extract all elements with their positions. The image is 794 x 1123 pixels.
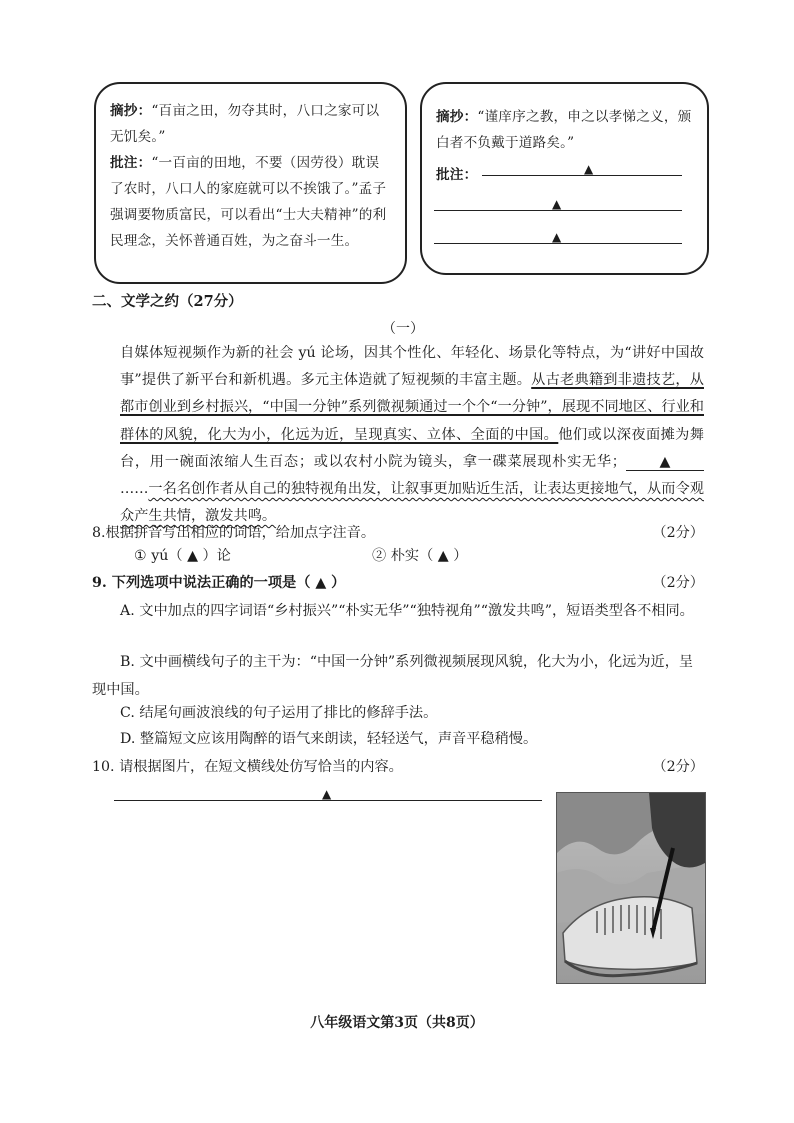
q8-item-2[interactable]: ② 朴实（ ▲ ） — [372, 548, 468, 564]
page-footer: 八年级语文第3页（共8页） — [310, 1015, 484, 1031]
answer-marker: ▲ — [584, 162, 594, 176]
question-8 — [92, 522, 704, 544]
passage-text: 他们或以深夜面摊为舞台，用一碗面浓缩人生百态；或以农村小院为镜头，拿一碟菜展现朴实无华； — [120, 426, 704, 470]
passage-paragraph — [92, 340, 704, 530]
question-10 — [92, 756, 704, 778]
question-score: （2分） — [652, 759, 704, 775]
question-stem: 9. 下列选项中说法正确的一项是（ ▲ ） — [92, 575, 346, 591]
excerpt-card-left — [94, 82, 407, 284]
answer-marker: ▲ — [552, 230, 562, 244]
question-stem: 10. 请根据图片，在短文横线处仿写恰当的内容。 — [92, 759, 403, 775]
answer-line-1[interactable] — [482, 175, 682, 176]
note-paragraph — [110, 150, 391, 254]
section-title: 二、文学之约（27分） — [92, 293, 243, 310]
excerpt-paragraph — [110, 98, 391, 150]
answer-marker: ▲ — [552, 197, 562, 211]
option-d[interactable]: D. 整篇短文应该用陶醉的语气来朗读，轻轻送气，声音平稳稍慢。 — [120, 731, 538, 747]
wavy-sentence: 一名名创作者从自己的独特视角出发，让叙事更加贴近生活，让表达更接地气，从而令观众产生共情，激发共鸣。 — [120, 481, 704, 525]
excerpt-label: 摘抄： — [436, 109, 478, 125]
note-label: 批注： — [110, 155, 152, 171]
question-stem: 8.根据拼音写出相应的词语，给加点字注音。 — [92, 525, 376, 541]
excerpt-text: “谨庠序之教，申之以孝悌之义，颁白者不负戴于道路矣。” — [436, 109, 692, 151]
excerpt-card-right — [420, 82, 709, 275]
option-b[interactable]: B. 文中画横线句子的主干为：“中国一分钟”系列微视频展现风貌，化大为小，化远为近，呈现中国。 — [92, 654, 694, 698]
note-text: “一百亩的田地，不要（因劳役）耽误了农时，八口人的家庭就可以不挨饿了。”孟子强调要物质富民，可以看出“士大夫精神”的利民理念，关怀普通百姓，为之奋斗一生。 — [110, 155, 387, 249]
question-score: （2分） — [652, 525, 704, 541]
passage-text: 自媒体短视频作为新的社会 yú 论场，因其个性化、年轻化、场景化等特点，为“讲好中国故事”提供了新平台和新机遇。多元主体造就了短视频的丰富主题。 — [120, 345, 704, 389]
calligraphy-image — [557, 793, 705, 983]
underlined-sentence: 从古老典籍到非遗技艺，从都市创业到乡村振兴，“中国一分钟”系列微视频通过一个个“一分钟”，展现不同地区、行业和群体的风貌，化大为小，化远为近，呈现真实、立体、全面的中国。 — [120, 372, 704, 443]
answer-marker: ▲ — [322, 787, 332, 801]
reading-passage — [92, 340, 704, 530]
blank-marker: ▲ — [659, 453, 671, 470]
section-subtitle: （一） — [382, 321, 424, 337]
ellipsis: …… — [120, 481, 149, 498]
question-9 — [92, 572, 704, 594]
excerpt-paragraph — [436, 104, 693, 156]
excerpt-label: 摘抄： — [110, 103, 152, 119]
calligraphy-illustration — [556, 792, 706, 984]
question-score: （2分） — [652, 575, 704, 591]
option-c[interactable]: C. 结尾句画波浪线的句子运用了排比的修辞手法。 — [120, 705, 438, 721]
option-a[interactable]: A. 文中加点的四字词语“乡村振兴”“朴实无华”“独特视角”“激发共鸣”，短语类型各不相同。 — [120, 603, 694, 619]
passage-blank[interactable] — [626, 454, 704, 471]
excerpt-text: “百亩之田，勿夺其时，八口之家可以无饥矣。” — [110, 103, 380, 145]
note-label: 批注： — [436, 167, 478, 183]
q8-item-1[interactable]: ① yú（ ▲ ）论 — [134, 548, 231, 564]
